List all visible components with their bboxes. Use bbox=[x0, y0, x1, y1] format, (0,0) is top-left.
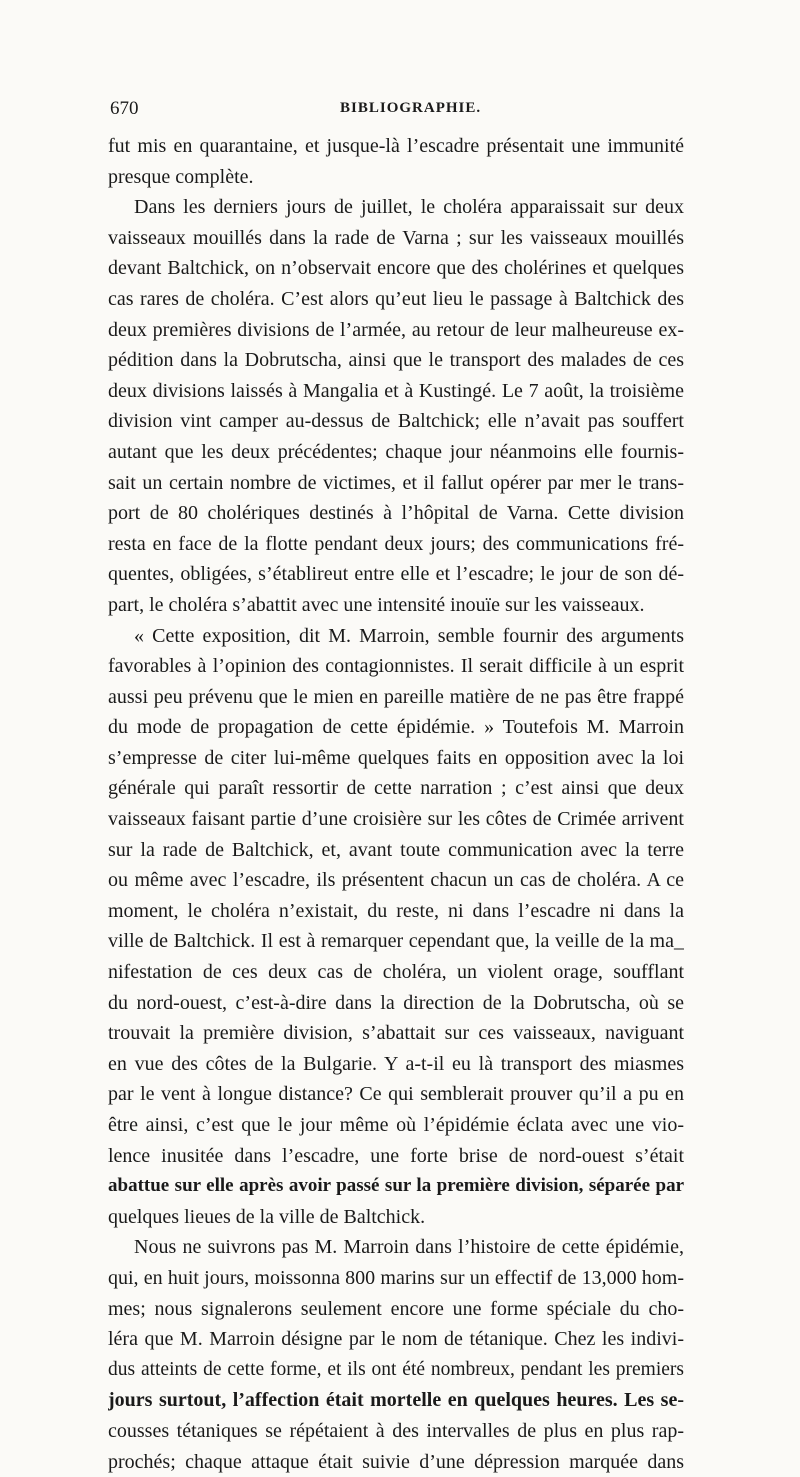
text-line: autant que les deux précédentes; chaque jour néanmoins elle fournis- bbox=[108, 440, 684, 463]
text-line: part, le choléra s’abattit avec une intensité inouïe sur les vaisseaux. bbox=[108, 593, 645, 616]
text-line: dus atteints de cette forme, et ils ont été nombreux, pendant les premiers bbox=[108, 1358, 684, 1380]
text-line: presque complète. bbox=[108, 165, 254, 188]
text-line: Nous ne suivrons pas M. Marroin dans l’histoire de cette épidémie, bbox=[134, 1236, 684, 1259]
text-line: ville de Baltchick. Il est à remarquer cependant que, la veille de la ma_ bbox=[108, 930, 684, 953]
text-line: division vint camper au-dessus de Baltchick; elle n’avait pas souffert bbox=[108, 410, 684, 433]
text-line: fut mis en quarantaine, et jusque-là l’escadre présentait une immunité bbox=[108, 135, 684, 157]
text-line: aussi peu prévenu que le mien en pareille matière de ne pas être frappé bbox=[108, 685, 684, 708]
page-header bbox=[110, 98, 680, 126]
text-line: sait un certain nombre de victimes, et il fallut opérer par mer le trans- bbox=[108, 471, 684, 494]
text-line: ou même avec l’escadre, ils présentent chacun un cas de choléra. A ce bbox=[108, 869, 684, 892]
text-line: générale qui paraît ressortir de cette narration ; c’est ainsi que deux bbox=[108, 777, 684, 800]
text-line: léra que M. Marroin désigne par le nom de tétanique. Chez les indivi- bbox=[108, 1328, 684, 1351]
text-line: quelques lieues de la ville de Baltchick. bbox=[108, 1205, 426, 1228]
running-head: BIBLIOGRAPHIE. bbox=[340, 100, 482, 116]
text-line: en vue des côtes de la Bulgarie. Y a-t-il eu là transport des miasmes bbox=[108, 1052, 684, 1075]
text-line: du mode de propagation de cette épidémie. » Toutefois M. Marroin bbox=[108, 716, 684, 739]
text-line: par le vent à longue distance? Ce qui semblerait prouver qu’il a pu en bbox=[108, 1083, 684, 1106]
text-line: vaisseaux mouillés dans la rade de Varna ; sur les vaisseaux mouillés bbox=[108, 226, 684, 249]
text-line: devant Baltchick, on n’observait encore que des cholérines et quelques bbox=[108, 257, 684, 280]
text-line: prochés; chaque attaque était suivie d’une dépression marquée dans bbox=[108, 1450, 684, 1473]
text-line: vaisseaux faisant partie d’une croisière sur les côtes de Crimée arrivent bbox=[108, 808, 684, 831]
text-line: pédition dans la Dobrutscha, ainsi que le transport des malades de ces bbox=[108, 349, 684, 372]
body-text bbox=[108, 131, 684, 1477]
text-line: sur la rade de Baltchick, et, avant toute communication avec la terre bbox=[108, 838, 684, 861]
text-line: favorables à l’opinion des contagionnistes. Il serait difficile à un esprit bbox=[108, 655, 684, 678]
text-line: port de 80 cholériques destinés à l’hôpital de Varna. Cette division bbox=[108, 502, 684, 525]
text-line: qui, en huit jours, moissonna 800 marins sur un effectif de 13,000 hom- bbox=[108, 1266, 684, 1289]
text-line: cousses tétaniques se répétaient à des intervalles de plus en plus rap- bbox=[108, 1419, 684, 1442]
text-line: moment, le choléra n’existait, du reste, ni dans l’escadre ni dans la bbox=[108, 899, 684, 922]
text-line: deux divisions laissés à Mangalia et à Kustingé. Le 7 août, la troisième bbox=[108, 379, 684, 402]
text-line: du nord-ouest, c’est-à-dire dans la direction de la Dobrutscha, où se bbox=[108, 991, 684, 1014]
text-line: abattue sur elle après avoir passé sur la première division, séparée par bbox=[108, 1175, 684, 1197]
text-line: quentes, obligées, s’établireut entre elle et l’escadre; le jour de son dé- bbox=[108, 563, 684, 586]
text-line: jours surtout, l’affection était mortelle en quelques heures. Les se- bbox=[108, 1389, 684, 1412]
text-line: lence inusitée dans l’escadre, une forte brise de nord-ouest s’était bbox=[108, 1144, 684, 1167]
text-line: cas rares de choléra. C’est alors qu’eut lieu le passage à Baltchick des bbox=[108, 287, 684, 310]
text-line: « Cette exposition, dit M. Marroin, semble fournir des arguments bbox=[134, 624, 684, 647]
text-line: resta en face de la flotte pendant deux jours; des communications fré- bbox=[108, 532, 684, 555]
text-line: trouvait la première division, s’abattait sur ces vaisseaux, naviguant bbox=[108, 1022, 684, 1045]
text-line: Dans les derniers jours de juillet, le choléra apparaissait sur deux bbox=[134, 196, 684, 219]
text-line: nifestation de ces deux cas de choléra, un violent orage, soufflant bbox=[108, 961, 684, 984]
page-number: 670 bbox=[110, 98, 139, 119]
text-line: deux premières divisions de l’armée, au retour de leur malheureuse ex- bbox=[108, 318, 684, 341]
text-line: mes; nous signalerons seulement encore une forme spéciale du cho- bbox=[108, 1297, 684, 1320]
text-line: être ainsi, c’est que le jour même où l’épidémie éclata avec une vio- bbox=[108, 1114, 684, 1136]
text-line: s’empresse de citer lui-même quelques faits en opposition avec la loi bbox=[108, 746, 684, 769]
